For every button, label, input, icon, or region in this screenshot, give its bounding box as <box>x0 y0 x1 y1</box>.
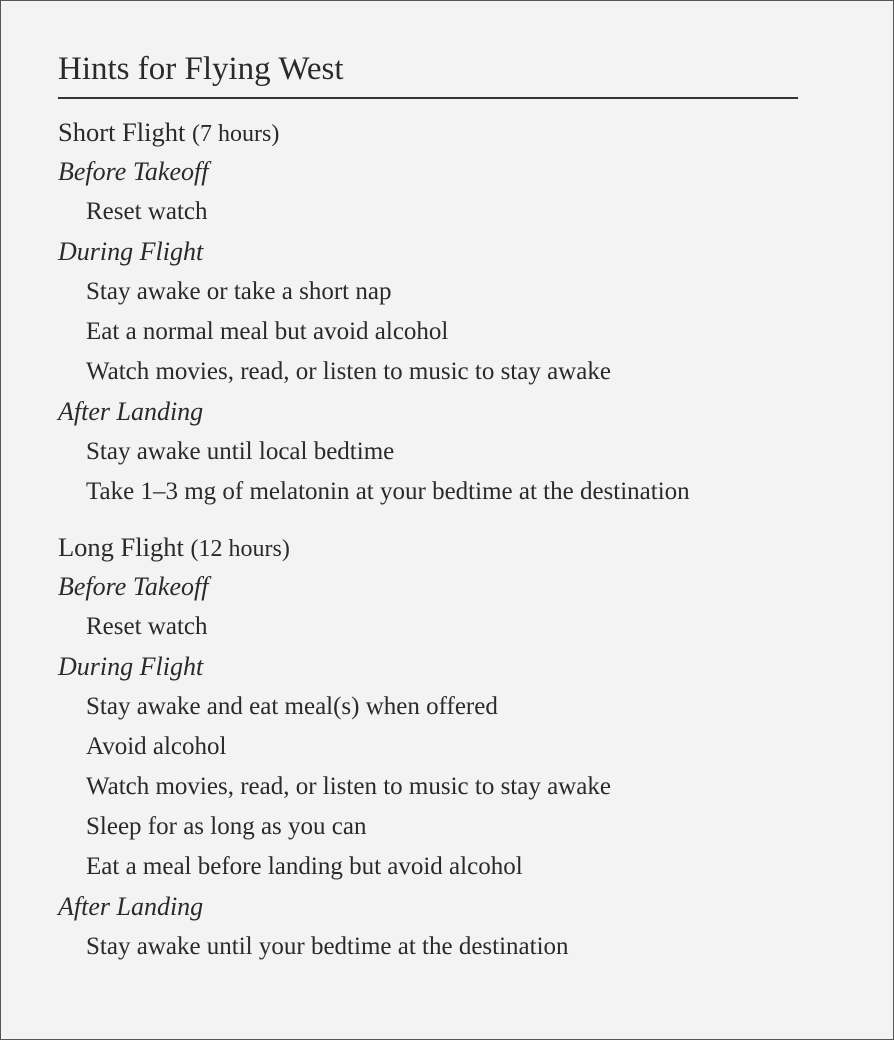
phase-heading: Before Takeoff <box>58 572 209 601</box>
hints-content <box>58 112 838 982</box>
flight-section <box>58 527 838 967</box>
phase-heading: After Landing <box>58 397 204 426</box>
tip-item: Stay awake until local bedtime <box>86 438 395 465</box>
tip-item: Stay awake until your bedtime at the destination <box>86 933 569 960</box>
tip-item: Reset watch <box>86 613 208 640</box>
flight-duration: (12 hours) <box>190 536 290 562</box>
tip-item: Watch movies, read, or listen to music to stay awake <box>86 773 611 800</box>
tip-item: Stay awake and eat meal(s) when offered <box>86 693 498 720</box>
tip-item: Take 1–3 mg of melatonin at your bedtime at the destination <box>86 478 690 505</box>
tip-item: Stay awake or take a short nap <box>86 278 392 305</box>
phase-heading: During Flight <box>58 237 204 266</box>
flight-section <box>58 112 838 512</box>
tip-item: Eat a normal meal but avoid alcohol <box>86 318 449 345</box>
tip-item: Avoid alcohol <box>86 733 227 760</box>
flight-heading <box>58 527 838 567</box>
phase-heading: During Flight <box>58 652 204 681</box>
flight-name: Long Flight <box>58 532 184 562</box>
tip-item: Watch movies, read, or listen to music to stay awake <box>86 358 611 385</box>
phase-heading: Before Takeoff <box>58 157 209 186</box>
title-divider <box>58 97 798 99</box>
flight-duration: (7 hours) <box>192 121 280 147</box>
page-title: Hints for Flying West <box>58 51 344 87</box>
tip-item: Sleep for as long as you can <box>86 813 367 840</box>
tip-item: Reset watch <box>86 198 208 225</box>
flight-name: Short Flight <box>58 117 186 147</box>
flight-heading <box>58 112 838 152</box>
tip-item: Eat a meal before landing but avoid alcohol <box>86 853 523 880</box>
phase-heading: After Landing <box>58 892 204 921</box>
